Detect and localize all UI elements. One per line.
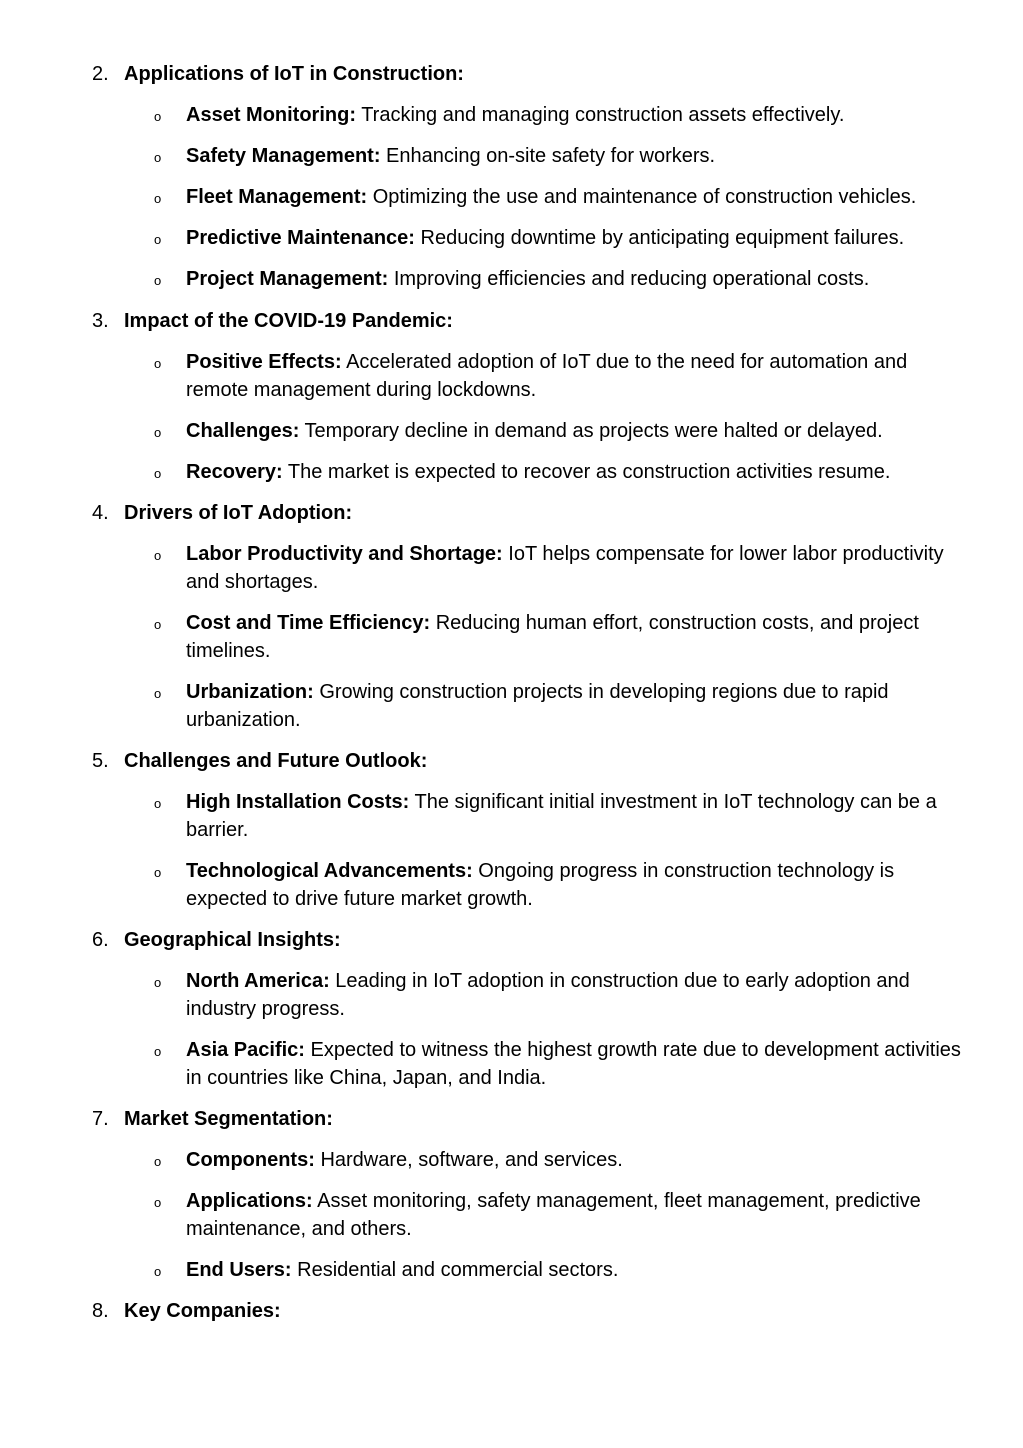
section-number: 7. xyxy=(92,1108,109,1130)
list-item-label: Project Management: xyxy=(186,268,389,290)
section-title: Drivers of IoT Adoption: xyxy=(124,502,353,524)
bullet-icon: o xyxy=(154,356,162,371)
bullet-icon: o xyxy=(154,1264,162,1279)
list-item-text xyxy=(186,967,966,1023)
section-number: 2. xyxy=(92,63,109,85)
list-item-label: Asset Monitoring: xyxy=(186,104,356,126)
list-item-body: Tracking and managing construction assets effectively. xyxy=(356,104,845,126)
bullet-icon: o xyxy=(154,273,162,288)
list-item-label: Cost and Time Efficiency: xyxy=(186,612,431,634)
list-item-body: Enhancing on-site safety for workers. xyxy=(380,145,716,167)
section-number: 5. xyxy=(92,750,109,772)
list-item-label: Predictive Maintenance: xyxy=(186,227,415,249)
list-item-text xyxy=(186,458,966,486)
list-item-body: Temporary decline in demand as projects were halted or delayed. xyxy=(299,420,883,442)
list-item-label: Asia Pacific: xyxy=(186,1039,305,1061)
list-item-text xyxy=(186,540,966,596)
list-item-text xyxy=(186,183,966,211)
list-item-text xyxy=(186,678,966,734)
bullet-icon: o xyxy=(154,796,162,811)
list-item-label: Recovery: xyxy=(186,461,283,483)
list-item-label: Urbanization: xyxy=(186,681,314,703)
list-item-body: Residential and commercial sectors. xyxy=(291,1259,619,1281)
list-item-body: The market is expected to recover as construction activities resume. xyxy=(282,461,891,483)
bullet-icon: o xyxy=(154,466,162,481)
bullet-icon: o xyxy=(154,425,162,440)
list-item-body: Optimizing the use and maintenance of construction vehicles. xyxy=(367,186,917,208)
list-item-label: End Users: xyxy=(186,1259,292,1281)
list-item-label: North America: xyxy=(186,970,330,992)
list-item-body: Reducing human effort, construction costs, and project timelines. xyxy=(186,612,919,662)
bullet-icon: o xyxy=(154,109,162,124)
bullet-icon: o xyxy=(154,191,162,206)
list-item-text xyxy=(186,857,966,913)
list-item-text xyxy=(186,1256,966,1284)
section-number: 6. xyxy=(92,929,109,951)
list-item-label: Challenges: xyxy=(186,420,300,442)
section-title: Challenges and Future Outlook: xyxy=(124,750,428,772)
list-item-text xyxy=(186,1036,966,1092)
list-item-label: Fleet Management: xyxy=(186,186,368,208)
list-item-body: IoT helps compensate for lower labor productivity and shortages. xyxy=(186,543,944,593)
list-item-text xyxy=(186,142,966,170)
list-item-label: Components: xyxy=(186,1149,315,1171)
bullet-icon: o xyxy=(154,548,162,563)
bullet-icon: o xyxy=(154,975,162,990)
list-item-body: Growing construction projects in developing regions due to rapid urbanization. xyxy=(186,681,889,731)
list-item-text xyxy=(186,265,966,293)
list-item-text xyxy=(186,1187,966,1243)
list-item-label: High Installation Costs: xyxy=(186,791,410,813)
list-item-label: Safety Management: xyxy=(186,145,381,167)
list-item-text xyxy=(186,609,966,665)
bullet-icon: o xyxy=(154,1154,162,1169)
list-item-body: Reducing downtime by anticipating equipment failures. xyxy=(414,227,905,249)
list-item-label: Positive Effects: xyxy=(186,351,342,373)
list-item-body: Ongoing progress in construction technology is expected to drive future market growth. xyxy=(186,860,895,910)
section-number: 3. xyxy=(92,310,109,332)
list-item-body: Accelerated adoption of IoT due to the need for automation and remote management during lockdowns. xyxy=(186,351,908,401)
list-item-text xyxy=(186,1146,966,1174)
list-item-text xyxy=(186,348,966,404)
bullet-icon: o xyxy=(154,865,162,880)
list-item-label: Applications: xyxy=(186,1190,313,1212)
list-item-body: Hardware, software, and services. xyxy=(314,1149,623,1171)
list-item-body: Improving efficiencies and reducing operational costs. xyxy=(388,268,870,290)
list-item-text xyxy=(186,417,966,445)
list-item-body: The significant initial investment in IoT technology can be a barrier. xyxy=(186,791,937,841)
bullet-icon: o xyxy=(154,686,162,701)
section-number: 4. xyxy=(92,502,109,524)
section-title: Geographical Insights: xyxy=(124,929,341,951)
bullet-icon: o xyxy=(154,1195,162,1210)
section-title: Key Companies: xyxy=(124,1300,281,1322)
bullet-icon: o xyxy=(154,150,162,165)
list-item-text xyxy=(186,224,966,252)
list-item-label: Technological Advancements: xyxy=(186,860,473,882)
section-title: Market Segmentation: xyxy=(124,1108,333,1130)
bullet-icon: o xyxy=(154,617,162,632)
section-title: Impact of the COVID-19 Pandemic: xyxy=(124,310,453,332)
list-item-text xyxy=(186,788,966,844)
list-item-body: Leading in IoT adoption in construction due to early adoption and industry progress. xyxy=(186,970,910,1020)
list-item-label: Labor Productivity and Shortage: xyxy=(186,543,503,565)
list-item-body: Asset monitoring, safety management, fleet management, predictive maintenance, and others. xyxy=(186,1190,921,1240)
bullet-icon: o xyxy=(154,232,162,247)
list-item-body: Expected to witness the highest growth rate due to development activities in countries like China, Japan, and India. xyxy=(186,1039,961,1089)
bullet-icon: o xyxy=(154,1044,162,1059)
list-item-text xyxy=(186,101,966,129)
section-title: Applications of IoT in Construction: xyxy=(124,63,464,85)
section-number: 8. xyxy=(92,1300,109,1322)
